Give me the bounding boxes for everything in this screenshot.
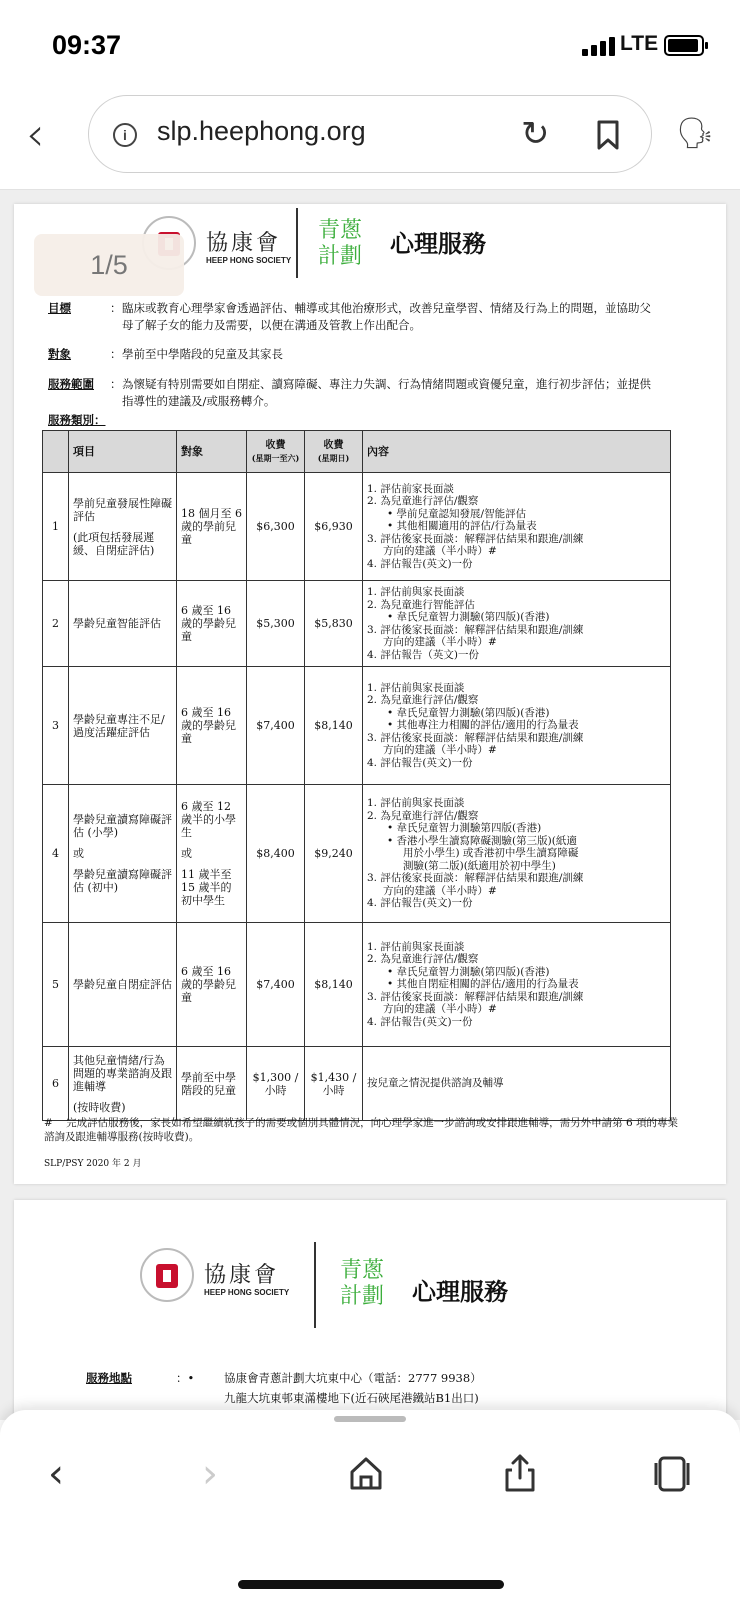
- row-number: 6: [43, 1047, 69, 1121]
- row-number: 5: [43, 923, 69, 1047]
- scope-row: [48, 376, 688, 412]
- content-line: • 其他專注力相關的評估/適用的行為量表: [387, 719, 579, 732]
- signal-icon: [582, 36, 622, 56]
- row-target: [177, 667, 247, 785]
- item-name-2: 學齡兒童讀寫障礙評估 (初中): [73, 868, 172, 894]
- battery-icon: [664, 35, 704, 56]
- target-label: 對象: [48, 347, 71, 361]
- content-line: 4. 評估報告(英文)一份: [367, 1015, 473, 1028]
- logo-name: 協康會: [206, 231, 282, 256]
- scope-label: 服務範圍: [48, 377, 94, 391]
- divider: [314, 1242, 316, 1328]
- location-line-1: 協康會青蔥計劃大坑東中心（電話：2777 9938）: [224, 1371, 482, 1385]
- voice-icon[interactable]: 🗣: [676, 116, 715, 151]
- content-line: 2. 為兒童進行智能評估: [367, 598, 475, 611]
- service-title: 心理服務: [390, 229, 486, 258]
- row-fee-weekday: $1,300 / 小時: [247, 1047, 305, 1121]
- program-line-1: 青蔥: [340, 1258, 385, 1283]
- colon: ：•: [176, 1371, 195, 1385]
- row-item: [69, 785, 177, 923]
- footnote-text: 完成評估服務後，家長如希望繼續就孩子的需要或個別具體情況，向心理學家進一步諮詢或安排跟進輔導，需另外申請第 6 項的專業諮詢及跟進輔導服務(按時收費)。: [44, 1117, 679, 1143]
- content-line: 3. 評估後家長面談：解釋評估結果和跟進/訓練: [367, 872, 584, 885]
- logo-english: HEEP HONG SOCIETY: [206, 256, 292, 265]
- service-title: 心理服務: [412, 1277, 508, 1306]
- status-bar: [0, 0, 740, 90]
- browser-toolbar: [0, 90, 740, 190]
- content-line: • 香港小學生讀寫障礙測驗(第三版)(紙適: [387, 834, 577, 847]
- header-no: [43, 431, 69, 473]
- row-content: [363, 923, 671, 1047]
- item-name: 其他兒童情緒/行為問題的專業諮詢及跟進輔導: [73, 1053, 172, 1093]
- row-target: [177, 581, 247, 667]
- content-line: • 其他自閉症相關的評估/適用的行為量表: [387, 978, 579, 991]
- row-content: [363, 785, 671, 923]
- program-name: [340, 1258, 384, 1310]
- content-line: 用於小學生) 或香港初中學生讀寫障礙: [403, 847, 579, 860]
- content-line: 4. 評估報告(英文)一份: [367, 756, 473, 769]
- item-name: 學齡兒童讀寫障礙評估 (小學): [73, 813, 172, 839]
- program-line-2: 計劃: [340, 1284, 385, 1309]
- content-line: 2. 為兒童進行評估/觀察: [367, 694, 479, 707]
- target-text: 6 歲至 16 歲的學齡兒童: [181, 706, 236, 745]
- heep-hong-logo: [140, 1248, 320, 1318]
- row-fee-weekday: $8,400: [247, 785, 305, 923]
- item-name: 學前兒童發展性障礙評估: [73, 496, 172, 523]
- row-target: [177, 785, 247, 923]
- address-bar[interactable]: [88, 95, 652, 173]
- target-row: [48, 346, 688, 364]
- row-fee-weekday: $6,300: [247, 473, 305, 581]
- content-line: 1. 評估前與家長面談: [367, 797, 465, 810]
- fee2-label: 收費: [323, 439, 344, 451]
- content-line: 2. 為兒童進行評估/觀察: [367, 953, 479, 966]
- category-label: 服務類別：: [48, 413, 106, 427]
- table-row: [43, 1047, 671, 1121]
- header-content: 內容: [363, 431, 671, 473]
- item-or: 或: [73, 847, 84, 860]
- row-item: [69, 473, 177, 581]
- reload-icon[interactable]: ↻: [521, 114, 550, 154]
- header-fee-sunday: [305, 431, 363, 473]
- row-number: 2: [43, 581, 69, 667]
- home-icon[interactable]: [342, 1450, 390, 1498]
- table-header: [43, 431, 671, 473]
- program-name: [318, 218, 362, 270]
- forward-icon[interactable]: ›: [202, 1451, 218, 1497]
- content-line: • 韋氏兒童智力測驗(第四版)(香港): [387, 706, 550, 719]
- content-line: • 其他相關適用的評估/行為量表: [387, 520, 537, 533]
- row-target: [177, 923, 247, 1047]
- content-line: 1. 評估前與家長面談: [367, 681, 465, 694]
- content-line: 1. 評估前家長面談: [367, 482, 454, 495]
- url-text[interactable]: slp.heephong.org: [157, 116, 366, 146]
- target-text-2: 11 歲半至 15 歲半的初中學生: [181, 868, 232, 907]
- fee1-note: (星期一至六): [251, 452, 300, 463]
- objective-text: 臨床或教育心理學家會透過評估、輔導或其他治療形式，改善兒童學習、情緒及行為上的問題，並協助父母了解子女的能力及需要，以便在溝通及管教上作出配合。: [122, 301, 651, 332]
- network-type: LTE: [620, 32, 659, 55]
- browser-bottom-bar: [0, 1410, 740, 1600]
- content-line: • 韋氏兒童智力測驗第四版(香港): [387, 822, 542, 835]
- target-text: 6 歲至 16 歲的學齡兒童: [181, 965, 236, 1004]
- scope-text: 為懷疑有特別需要如自閉症、讀寫障礙、專注力失調、行為情緒問題或資優兒童，進行初步評估；並提供指導性的建議及/或服務轉介。: [122, 377, 651, 408]
- row-content: [363, 581, 671, 667]
- row-fee-weekday: $7,400: [247, 923, 305, 1047]
- colon: ：: [110, 347, 122, 361]
- row-fee-weekday: $5,300: [247, 581, 305, 667]
- target-text: 18 個月至 6 歲的學前兒童: [181, 507, 242, 546]
- pdf-viewer[interactable]: [0, 190, 740, 1420]
- content-line: 2. 為兒童進行評估/觀察: [367, 495, 479, 508]
- content-line: 3. 評估後家長面談：解釋評估結果和跟進/訓練: [367, 532, 584, 545]
- row-item: [69, 1047, 177, 1121]
- row-fee-weekday: $7,400: [247, 667, 305, 785]
- row-content: [363, 667, 671, 785]
- content-line: 4. 評估報告(英文)一份: [367, 557, 473, 570]
- logo-english: HEEP HONG SOCIETY: [204, 1288, 290, 1297]
- colon: ：: [110, 301, 122, 315]
- row-item: [69, 667, 177, 785]
- item-note: (此項包括發展遲緩、自閉症評估): [73, 530, 155, 557]
- table-row: [43, 667, 671, 785]
- row-fee-sunday: $9,240: [305, 785, 363, 923]
- society-seal-icon: [140, 1248, 194, 1302]
- content-line: • 韋氏兒童智力測驗(第四版)(香港): [387, 965, 550, 978]
- objective-row: [48, 300, 688, 336]
- colon: ：: [110, 377, 122, 391]
- target-or: 或: [181, 847, 192, 860]
- pdf-page-1: [14, 204, 726, 1184]
- row-fee-sunday: $5,830: [305, 581, 363, 667]
- footnote-mark: #: [44, 1117, 53, 1129]
- tabs-icon[interactable]: [648, 1450, 696, 1498]
- item-note: (按時收費): [73, 1100, 126, 1114]
- info-icon[interactable]: i: [113, 123, 137, 147]
- content-line: 2. 為兒童進行評估/觀察: [367, 809, 479, 822]
- bookmark-icon[interactable]: [597, 120, 619, 150]
- row-item: [69, 581, 177, 667]
- row-fee-sunday: $8,140: [305, 667, 363, 785]
- document-code: SLP/PSY 2020 年 2 月: [44, 1159, 142, 1169]
- content-line: • 學前兒童認知發展/智能評估: [387, 507, 527, 520]
- clock: 09:37: [52, 30, 122, 60]
- row-fee-sunday: $6,930: [305, 473, 363, 581]
- content-line: 方向的建議（半小時）#: [383, 636, 497, 648]
- header-item: 項目: [69, 431, 177, 473]
- item-name: 學齡兒童專注不足/過度活躍症評估: [73, 712, 165, 739]
- location-row: [86, 1370, 706, 1410]
- content-line: 方向的建議（半小時）#: [383, 744, 497, 757]
- row-target: [177, 1047, 247, 1121]
- share-icon[interactable]: [496, 1450, 544, 1498]
- row-target: [177, 473, 247, 581]
- chevron-left-icon[interactable]: ‹: [26, 107, 45, 161]
- row-fee-sunday: $8,140: [305, 923, 363, 1047]
- page-counter: 1/5: [34, 234, 184, 296]
- content-line: 4. 評估報告（英文)一份: [367, 648, 479, 661]
- content-line: 測驗(第二版)(紙適用於初中學生): [403, 859, 556, 872]
- content-line: 3. 評估後家長面談：解釋評估結果和跟進/訓練: [367, 623, 584, 636]
- fee1-label: 收費: [265, 439, 286, 451]
- divider: [296, 208, 298, 278]
- logo-name: 協康會: [204, 1263, 280, 1288]
- row-number: 4: [43, 785, 69, 923]
- item-name: 學齡兒童智能評估: [73, 617, 161, 630]
- sheet-grabber[interactable]: [334, 1416, 406, 1422]
- target-text: 6 歲至 16 歲的學齡兒童: [181, 604, 236, 643]
- header-fee-weekday: [247, 431, 305, 473]
- pdf-page-2: [14, 1200, 726, 1430]
- service-table: [42, 430, 671, 1121]
- content-line: 1. 評估前與家長面談: [367, 940, 465, 953]
- back-icon[interactable]: ‹: [48, 1451, 64, 1497]
- location-label: 服務地點: [86, 1371, 132, 1385]
- category-row: [48, 412, 248, 430]
- table-row: [43, 785, 671, 923]
- content-line: 4. 評估報告(英文)一份: [367, 897, 473, 910]
- program-line-1: 青蔥: [318, 218, 363, 243]
- footnote: [44, 1116, 684, 1144]
- row-number: 1: [43, 473, 69, 581]
- fee2-note: (星期日): [317, 452, 350, 463]
- content-line: • 韋氏兒童智力測驗(第四版)(香港): [387, 611, 550, 623]
- target-text: 6 歲至 12 歲半的小學生: [181, 800, 236, 839]
- table-row: [43, 923, 671, 1047]
- content-line: 方向的建議（半小時）#: [383, 545, 497, 558]
- program-line-2: 計劃: [318, 244, 363, 269]
- item-name: 學齡兒童自閉症評估: [73, 978, 172, 991]
- target-text: 學前至中學階段的兒童: [181, 1070, 236, 1097]
- header-target: 對象: [177, 431, 247, 473]
- content-line: 1. 評估前與家長面談: [367, 586, 465, 598]
- content-line: 3. 評估後家長面談：解釋評估結果和跟進/訓練: [367, 731, 584, 744]
- home-indicator[interactable]: [238, 1580, 504, 1589]
- objective-label: 目標: [48, 301, 71, 315]
- row-content: [363, 1047, 671, 1121]
- content-line: 按兒童之情況提供諮詢及輔導: [367, 1077, 504, 1090]
- content-line: 3. 評估後家長面談：解釋評估結果和跟進/訓練: [367, 990, 584, 1003]
- row-number: 3: [43, 667, 69, 785]
- row-content: [363, 473, 671, 581]
- target-text: 學前至中學階段的兒童及其家長: [122, 347, 283, 361]
- content-line: 方向的建議（半小時）#: [383, 1003, 497, 1016]
- location-line-2: 九龍大坑東邨東滿樓地下(近石硤尾港鐵站B1出口): [224, 1391, 479, 1405]
- table-row: [43, 473, 671, 581]
- content-line: 方向的建議（半小時）#: [383, 884, 497, 897]
- row-fee-sunday: $1,430 / 小時: [305, 1047, 363, 1121]
- row-item: [69, 923, 177, 1047]
- table-row: [43, 581, 671, 667]
